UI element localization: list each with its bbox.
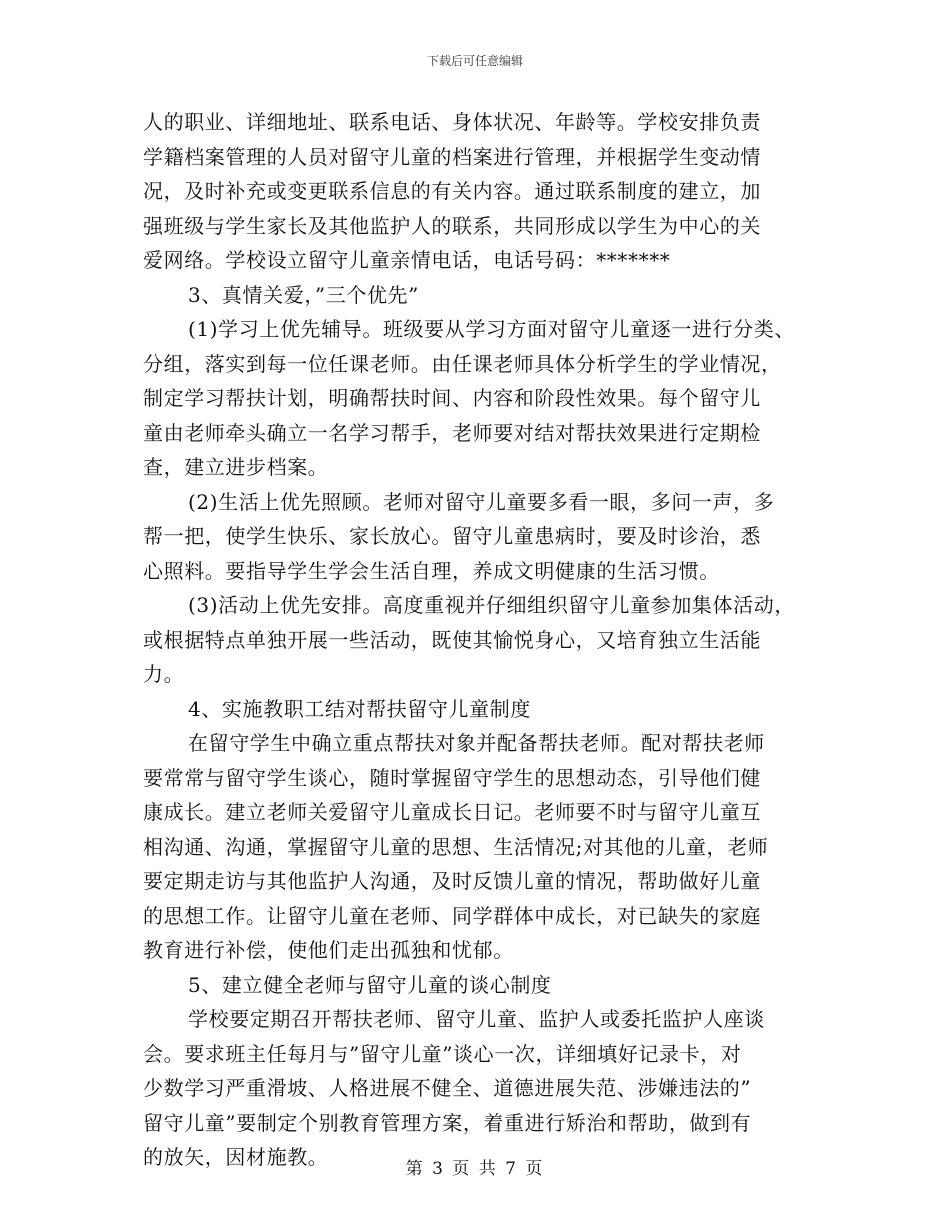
text-line: 强班级与学生家长及其他监护人的联系，共同形成以学生为中心的关 — [143, 213, 761, 238]
text-line: 在留守学生中确立重点帮扶对象并配备帮扶老师。配对帮扶老师 — [188, 731, 765, 755]
text-line: 会。要求班主任每月与”留守儿童”谈心一次，详细填好记录卡，对 — [143, 1041, 742, 1066]
text-line: 留守儿童”要制定个别教育管理方案，着重进行矫治和帮助，做到有 — [143, 1110, 752, 1135]
text-line: 童由老师牵头确立一名学习帮手，老师要对结对帮扶效果进行定期检 — [143, 420, 761, 445]
text-line: 查，建立进步档案。 — [143, 455, 329, 479]
text-line: 康成长。建立老师关爱留守儿童成长日记。老师要不时与留守儿童互 — [143, 800, 761, 824]
text-line: 3、真情关爱，”三个优先” — [188, 282, 419, 307]
text-line: 要定期走访与其他监护人沟通，及时反馈儿童的情况，帮助做好儿童 — [143, 869, 761, 893]
text-line: 要常常与留守学生谈心，随时掌握留守学生的思想动态，引导他们健 — [143, 765, 761, 790]
text-line: 少数学习严重滑坡、人格进展不健全、道德进展失范、涉嫌违法的” — [143, 1076, 752, 1100]
text-line: 心照料。要指导学生学会生活自理，养成文明健康的生活习惯。 — [143, 558, 720, 583]
page-number: 第 3 页 共 7 页 — [405, 1159, 545, 1179]
text-line: 分组，落实到每一位任课老师。由任课老师具体分析学生的学业情况， — [143, 351, 782, 376]
text-line: 4、实施教职工结对帮扶留守儿童制度 — [188, 696, 531, 721]
page-header: 下载后可任意编辑 — [426, 54, 523, 68]
text-line: 5、建立健全老师与留守儿童的谈心制度 — [188, 972, 552, 997]
text-line: 力。 — [143, 662, 185, 686]
text-line: 学校要定期召开帮扶老师、留守儿童、监护人或委托监护人座谈 — [188, 1007, 765, 1031]
text-line: (2)生活上优先照顾。老师对留守儿童要多看一眼，多问一声，多 — [188, 489, 775, 514]
text-line: (1)学习上优先辅导。班级要从学习方面对留守儿童逐一进行分类、 — [188, 317, 795, 341]
document-body — [143, 105, 833, 1175]
text-line: 爱网络。学校设立留守儿童亲情电话，电话号码：******* — [143, 248, 671, 272]
text-line: 学籍档案管理的人员对留守儿童的档案进行管理，并根据学生变动情 — [143, 144, 761, 169]
text-line: 制定学习帮扶计划，明确帮扶时间、内容和阶段性效果。每个留守儿 — [143, 386, 761, 410]
text-line: 况，及时补充或变更联系信息的有关内容。通过联系制度的建立，加 — [143, 179, 761, 203]
text-line: 教育进行补偿，使他们走出孤独和忧郁。 — [143, 938, 514, 962]
text-line: (3)活动上优先安排。高度重视并仔细组织留守儿童参加集体活动， — [188, 593, 795, 617]
text-line: 帮一把，使学生快乐、家长放心。留守儿童患病时，要及时诊治，悉 — [143, 524, 761, 548]
text-line: 人的职业、详细地址、联系电话、身体状况、年龄等。学校安排负责 — [143, 110, 761, 134]
text-line: 的思想工作。让留守儿童在老师、同学群体中成长，对已缺失的家庭 — [143, 903, 761, 928]
text-line: 或根据特点单独开展一些活动，既使其愉悦身心，又培育独立生活能 — [143, 627, 761, 652]
text-line: 的放矢，因材施教。 — [143, 1145, 329, 1169]
text-line: 相沟通、沟通，掌握留守儿童的思想、生活情况;对其他的儿童，老师 — [143, 834, 769, 859]
